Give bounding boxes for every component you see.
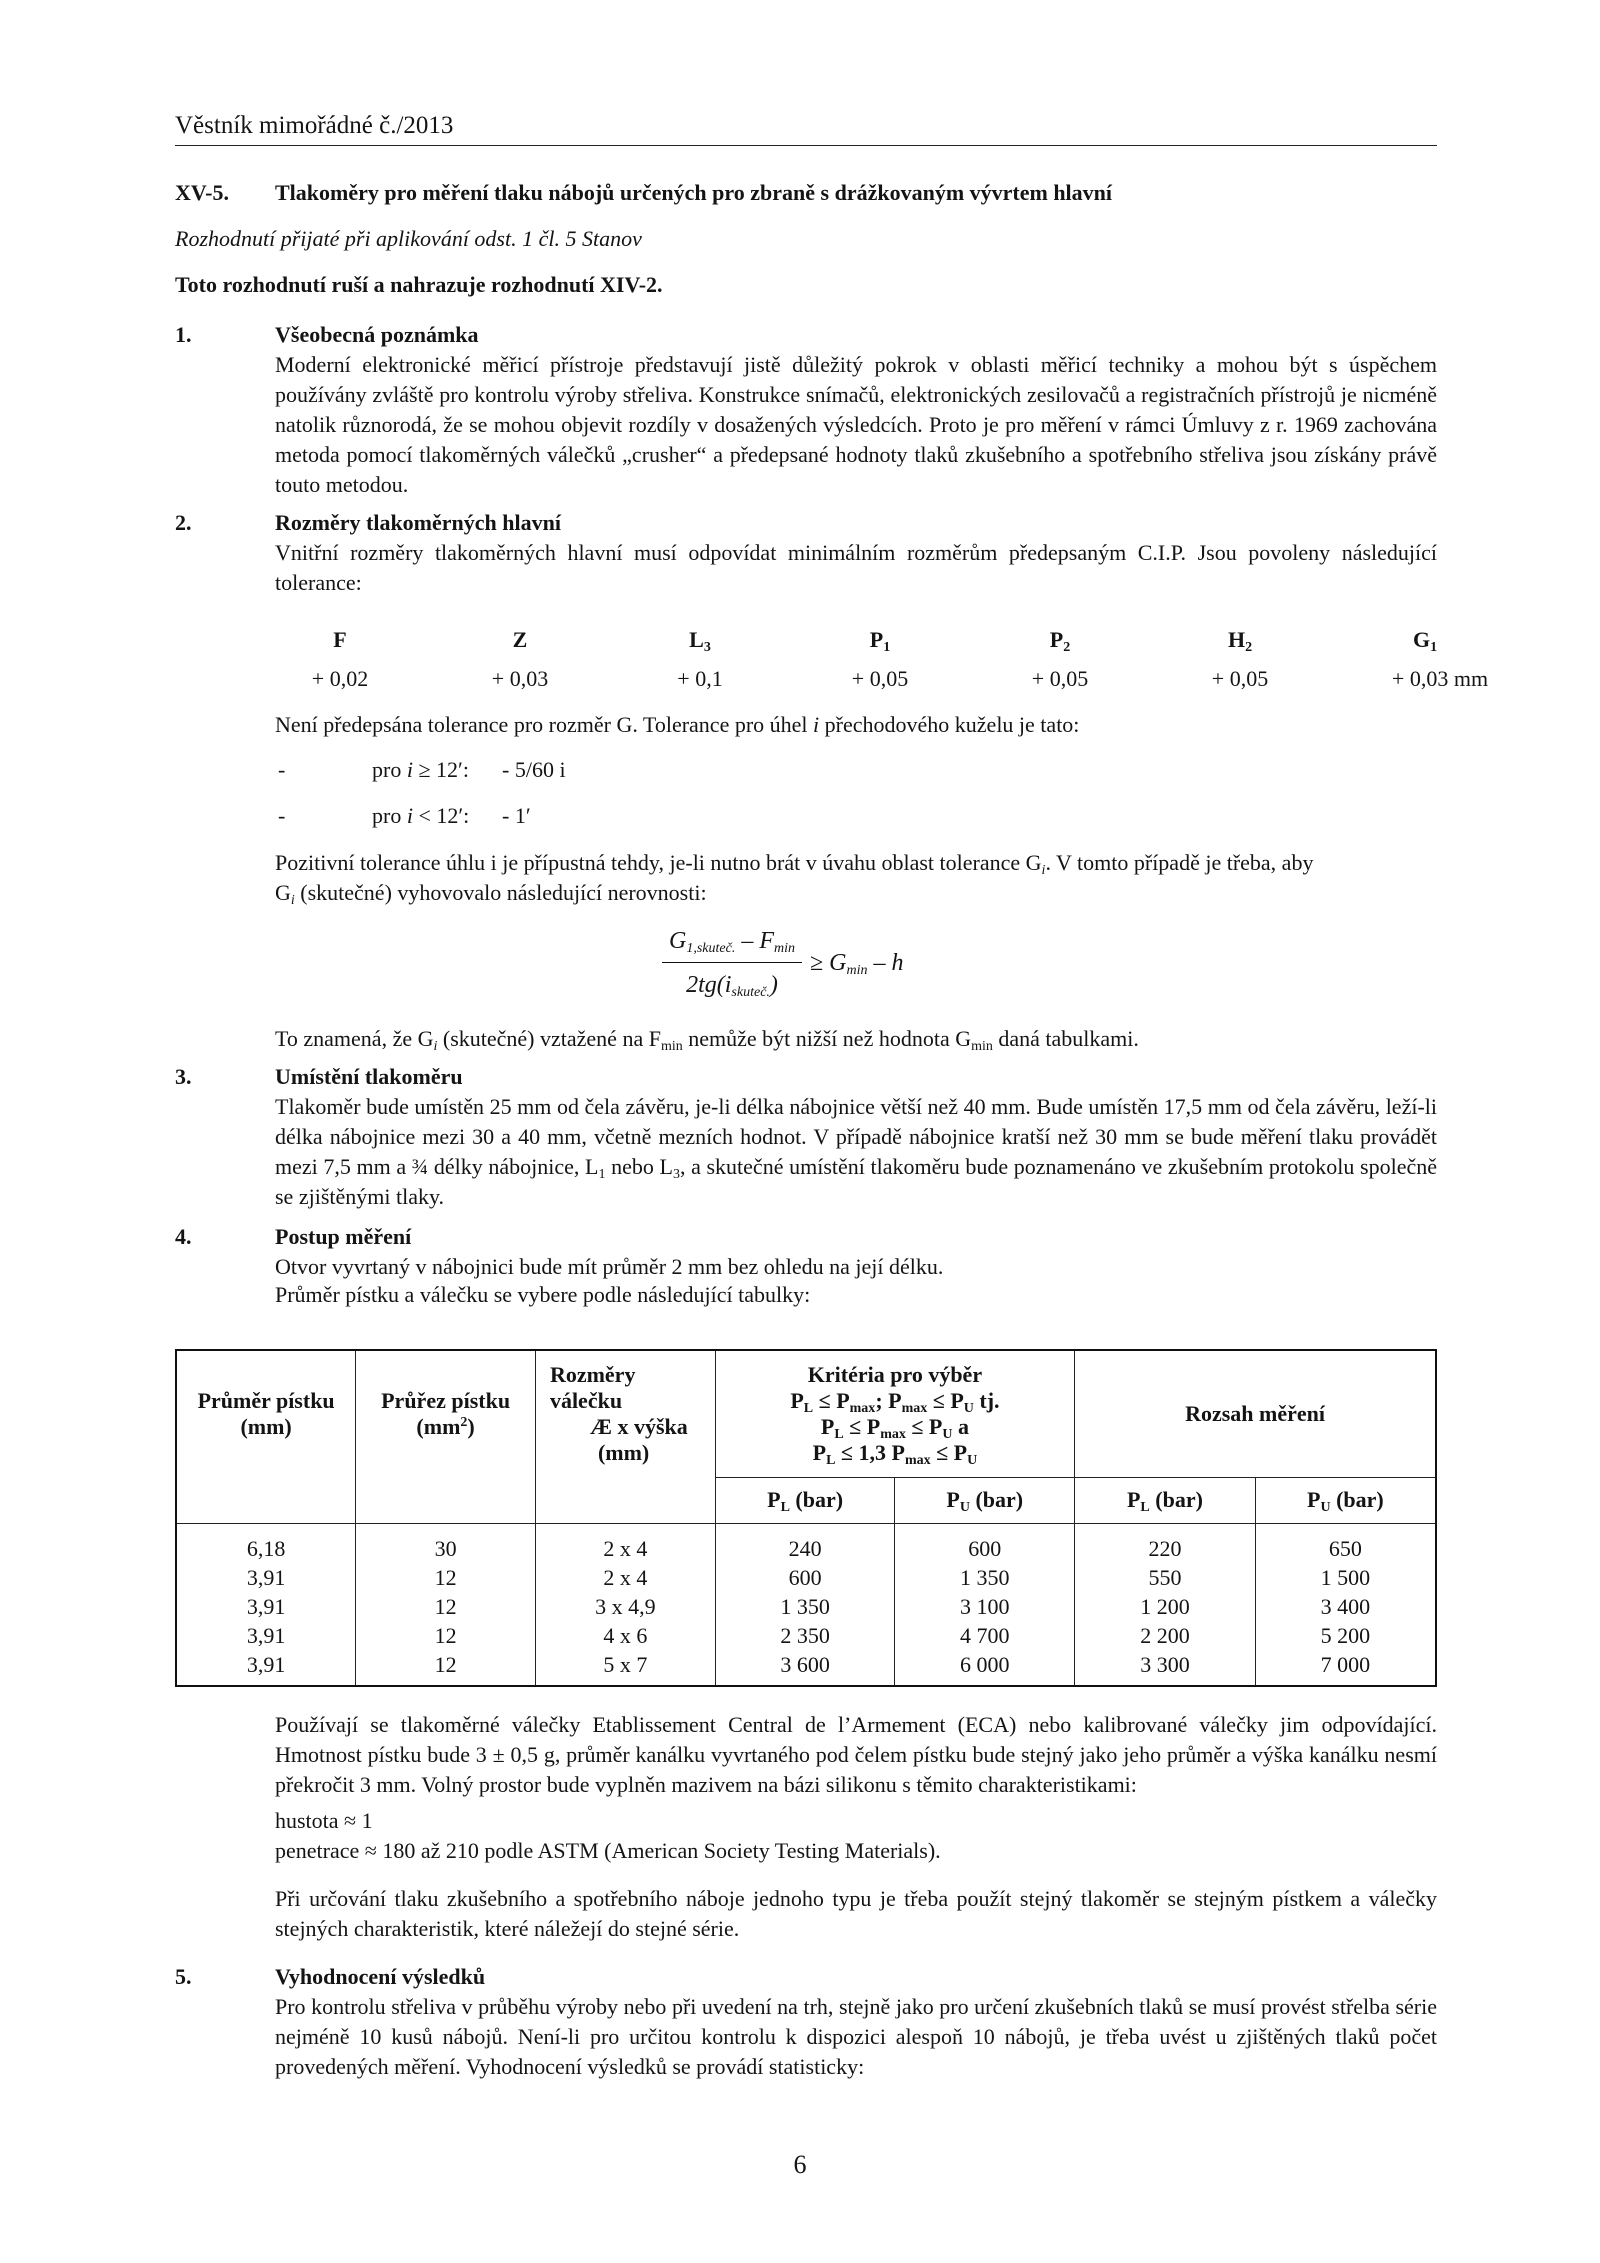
formula-rhs: ≥ $G_{min}$ – h — [810, 950, 904, 978]
col-range-pl: 220 550 1 200 2 200 3 300 — [1075, 1523, 1256, 1686]
section-4-heading: Postup měření — [275, 1224, 412, 1249]
formula-denominator: $2tg(i_{skuteč.})$ — [686, 972, 778, 1000]
th-range-pu: $P_U$ (bar) — [1255, 1477, 1436, 1523]
tol-header: F — [333, 627, 347, 652]
section-2-intro: Vnitřní rozměry tlakoměrných hlavní musí odpovídat minimálním rozměrům předepsaným C.I.P. Jsou povoleny následující tolerance: — [275, 540, 1437, 595]
th-empty — [176, 1477, 356, 1523]
th-crit-pu: $P_U$ (bar) — [895, 1477, 1075, 1523]
section-2-heading: Rozměry tlakoměrných hlavní — [275, 510, 561, 535]
col-cylinder-dims: 2 x 4 2 x 4 3 x 4,9 4 x 6 5 x 7 — [535, 1523, 715, 1686]
bullet-condition: pro i ≥ 12′: — [372, 757, 469, 782]
col-crit-pu: 600 1 350 3 100 4 700 6 000 — [895, 1523, 1075, 1686]
piston-selection-table — [175, 1349, 1437, 1687]
section-5-body: Pro kontrolu střeliva v průběhu výroby nebo při uvedení na trh, stejně jako pro určení zkušebních tlaků se musí provést střelba série nejméně 10 kusů nábojů. Není-li pro určitou kontrolu k dispozici alespoň 10 nábojů, je třeba uvést u zjištěných tlaků počet provedených měření. Vyhodnocení výsledků se provádí statisticky: — [275, 1994, 1437, 2079]
col-crit-pl: 240 600 1 350 2 350 3 600 — [715, 1523, 895, 1686]
tol-value: + 0,05 — [851, 666, 909, 691]
col-piston-diameter: 6,18 3,91 3,91 3,91 3,91 — [176, 1523, 356, 1686]
bullet-dash: - — [278, 757, 286, 782]
tol-header: $H_2$ — [1227, 627, 1253, 655]
col-range-pu: 650 1 500 3 400 5 200 7 000 — [1255, 1523, 1436, 1686]
section-4-after2: Při určování tlaku zkušebního a spotřebního náboje jednoho typu je třeba použít stejný tlakoměr se stejným pístkem a válečky stejných charakteristik, které náležejí do stejné série. — [275, 1886, 1437, 1941]
decision-title: Tlakoměry pro měření tlaku nábojů určených pro zbraně s drážkovaným vývrtem hlavní — [275, 180, 1113, 205]
section-4-number: 4. — [175, 1224, 192, 1249]
tol-header: $P_1$ — [869, 627, 891, 655]
meaning-line: To znamená, že $G_i$ (skutečné) vztažené na $F_{min}$ nemůže být nižší než hodnota $G_{min}$ daná tabulkami. — [275, 1026, 1139, 1054]
th-empty — [356, 1477, 536, 1523]
col-piston-section: 30 12 12 12 12 — [356, 1523, 536, 1686]
tol-header: $P_2$ — [1049, 627, 1071, 655]
inequality-formula — [662, 926, 962, 1016]
section-1-body: Moderní elektronické měřicí přístroje představují jistě důležitý pokrok v oblasti měřicí techniky a mohou být s úspěchem používány zvláště pro kontrolu výroby střeliva. Konstrukce snímačů, elektronických zesilovačů a registračních přístrojů je nicméně natolik různorodá, že se mohou objevit rozdíly v dosažených výsledcích. Proto je pro měření v rámci Úmluvy z r. 1969 zachována metoda pomocí tlakoměrných válečků „crusher“ a předepsané hodnoty tlaků zkušebního a spotřebního střeliva jsou získány právě touto metodou. — [275, 352, 1437, 497]
grease-density: hustota ≈ 1 — [275, 1808, 373, 1833]
tol-header: Z — [512, 627, 528, 652]
bullet-dash: - — [278, 803, 286, 828]
tol-header: $G_1$ — [1412, 627, 1438, 655]
page-number: 6 — [793, 2150, 807, 2179]
section-3-heading: Umístění tlakoměru — [275, 1064, 463, 1089]
tol-value: + 0,02 — [311, 666, 369, 691]
tol-value: + 0,1 — [677, 666, 723, 691]
tol-value: + 0,05 — [1031, 666, 1089, 691]
table-data-row — [176, 1523, 1436, 1686]
section-4-line1: Otvor vyvrtaný v nábojnici bude mít průměr 2 mm bez ohledu na její délku. — [275, 1254, 944, 1279]
section-4-after1: Používají se tlakoměrné válečky Etablissement Central de l’Armement (ECA) nebo kalibrované válečky jim odpovídající. Hmotnost pístku bude 3 ± 0,5 g, průměr kanálku vyvrtaného pod čelem pístku bude stejný jako jeho průměr a výška kanálku nesmí překročit 3 mm. Volný prostor bude vyplněn mazivem na bázi silikonu s těmito charakteristikami: — [275, 1712, 1437, 1797]
decision-note: Rozhodnutí přijaté při aplikování odst. 1 čl. 5 Stanov — [175, 226, 642, 251]
decision-number: XV-5. — [175, 180, 229, 205]
tol-header: $L_3$ — [689, 627, 711, 655]
tol-value: + 0,05 — [1211, 666, 1269, 691]
tol-value: + 0,03 mm — [1391, 666, 1489, 691]
section-1-heading: Všeobecná poznámka — [275, 322, 479, 347]
table-subheader-row — [176, 1477, 1436, 1523]
table-header-row — [176, 1350, 1436, 1477]
th-piston-diameter: Průměr pístku (mm) — [176, 1350, 356, 1477]
th-cylinder-dims: Rozměry válečku Æ x výška (mm) — [535, 1350, 715, 1477]
bullet-value: - 5/60 i — [502, 757, 566, 782]
section-5-heading: Vyhodnocení výsledků — [275, 1964, 486, 1989]
formula-numerator: $G_{1,skuteč.} - F_{min}$ — [669, 928, 795, 956]
th-crit-pl: $P_L$ (bar) — [715, 1477, 895, 1523]
section-3-number: 3. — [175, 1064, 192, 1089]
section-4-line2: Průměr pístku a válečku se vybere podle následující tabulky: — [275, 1282, 811, 1307]
bullet-condition: pro i < 12′: — [372, 803, 470, 828]
positive-tolerance: Pozitivní tolerance úhlu i je přípustná tehdy, je-li nutno brát v úvahu oblast tolerance $G_i$. V tomto případě je třeba, aby $G_i$ (skutečné) vyhovovalo následující nerovnosti: — [275, 850, 1314, 908]
section-5-number: 5. — [175, 1964, 192, 1989]
supersedes-note: Toto rozhodnutí ruší a nahrazuje rozhodnutí XIV-2. — [175, 272, 663, 297]
th-range-pl: $P_L$ (bar) — [1075, 1477, 1256, 1523]
section-2-number: 2. — [175, 510, 192, 535]
section-1-number: 1. — [175, 322, 192, 347]
th-measuring-range: Rozsah měření — [1075, 1350, 1436, 1477]
tol-value: + 0,03 — [491, 666, 549, 691]
th-piston-section: Průřez pístku $(mm^2)$ — [356, 1350, 536, 1477]
bullet-value: - 1′ — [502, 803, 531, 828]
page-header: Věstník mimořádné č./2013 — [175, 110, 1437, 146]
no-g-tolerance: Není předepsána tolerance pro rozměr G. Tolerance pro úhel i přechodového kuželu je tato: — [275, 712, 1080, 737]
th-empty — [535, 1477, 715, 1523]
fraction-bar — [662, 962, 802, 963]
grease-penetration: penetrace ≈ 180 až 210 podle ASTM (American Society Testing Materials). — [275, 1838, 941, 1863]
section-3-body: Tlakoměr bude umístěn 25 mm od čela závěru, je-li délka nábojnice větší než 40 mm. Bude umístěn 17,5 mm od čela závěru, leží-li délka nábojnice mezi 30 a 40 mm, včetně mezních hodnot. V případě nábojnice kratší než 30 mm se bude měření tlaku provádět mezi 7,5 mm a ¾ délky nábojnice, $L_1$ nebo $L_3$, a skutečné umístění tlakoměru bude poznamenáno ve zkušebním protokolu společně se zjištěnými tlaky. — [275, 1094, 1438, 1209]
th-selection-criteria: Kritéria pro výběr $P_L \le P_{max}$; $P_{max} \le P_U$ tj. $P_L \le P_{max} \le P_U$ a $P_L \le 1,3$ $P_{max} \le P_U$ — [715, 1350, 1074, 1477]
